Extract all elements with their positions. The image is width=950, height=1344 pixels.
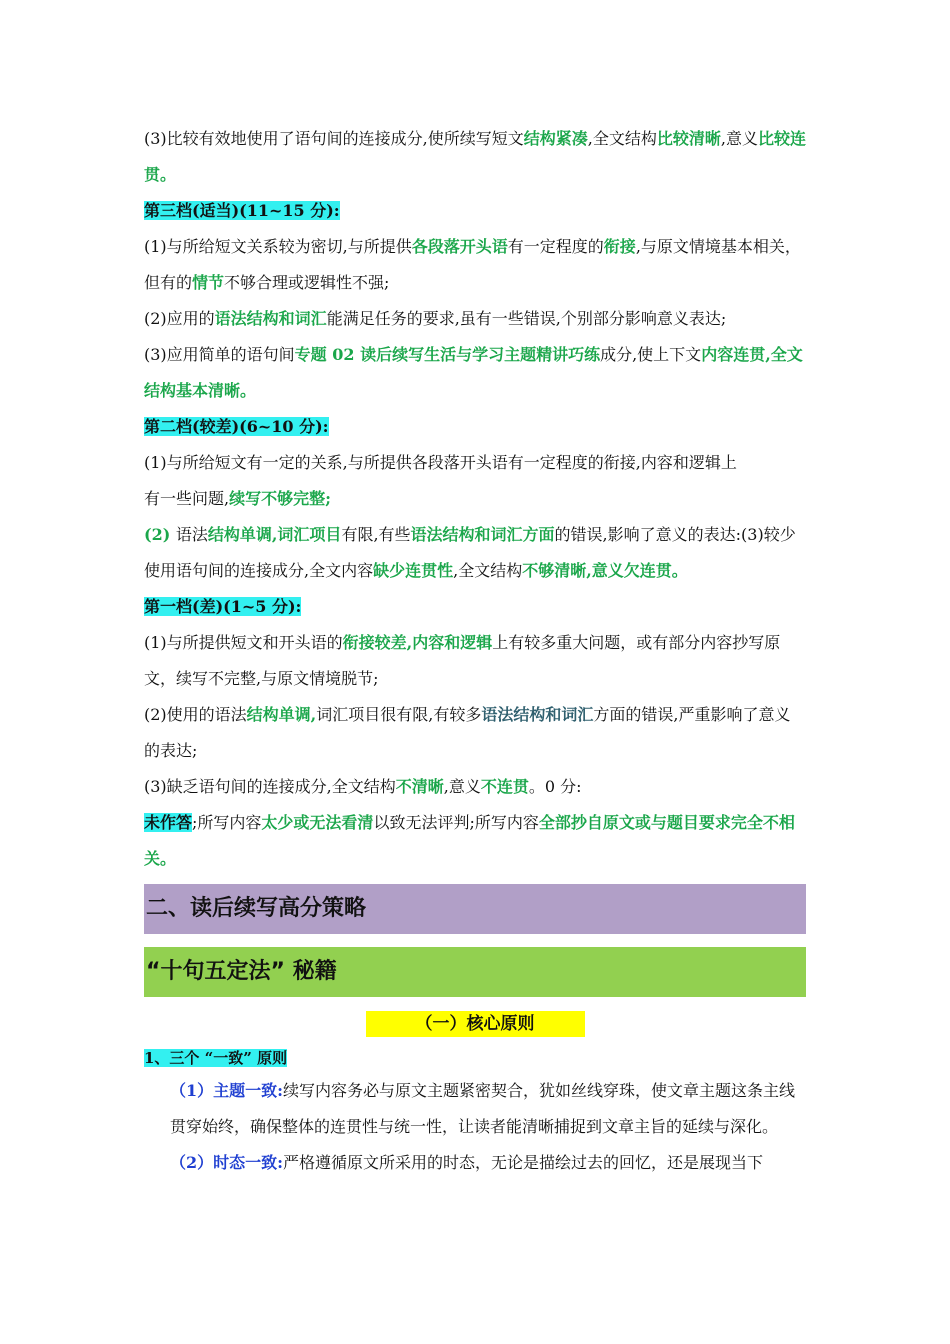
document-body — [144, 121, 806, 1181]
paragraph-zero-score: 未作答;所写内容太少或无法看清以致无法评判;所写内容全部抄自原文或与题目要求完全不相关。 — [144, 813, 795, 868]
grade3-heading: 第三档(适当)(11~15 分): — [144, 201, 340, 220]
grade2-heading: 第二档(较差)(6~10 分): — [144, 417, 329, 436]
paragraph-grade2-item2: (2) 语法结构单调,词汇项目有限,有些语法结构和词汇方面的错误,影响了意义的表达:(3)较少使用语句间的连接成分,全文内容缺少连贯性,全文结构不够清晰,意义欠连贯。 — [144, 525, 796, 580]
paragraph-grade4-item3: (3)比较有效地使用了语句间的连接成分,使所续写短文结构紧凑,全文结构比较清晰,意义比较连贯。 — [144, 129, 806, 184]
three-consistency-heading: 1、三个 “一致” 原则 — [144, 1049, 288, 1067]
paragraph-grade2-item1-line2: 有一些问题,续写不够完整; — [144, 489, 332, 508]
paragraph-grade2-item1-line1: (1)与所给短文有一定的关系,与所提供各段落开头语有一定程度的衔接,内容和逻辑上 — [144, 453, 737, 472]
core-principles-heading: （一）核心原则 — [144, 1011, 806, 1037]
principle-theme-consistency: （1）主题一致:续写内容务必与原文主题紧密契合，犹如丝线穿珠，使文章主题这条主线贯穿始终，确保整体的连贯性与统一性，让读者能清晰捕捉到文章主旨的延续与深化。 — [170, 1081, 796, 1136]
paragraph-grade3-item2: (2)应用的语法结构和词汇能满足任务的要求,虽有一些错误,个别部分影响意义表达; — [144, 309, 727, 328]
paragraph-grade3-item1: (1)与所给短文关系较为密切,与所提供各段落开头语有一定程度的衔接,与原文情境基本相关，但有的情节不够合理或逻辑性不强; — [144, 237, 801, 292]
principle-tense-consistency: （2）时态一致:严格遵循原文所采用的时态，无论是描绘过去的回忆，还是展现当下 — [170, 1153, 764, 1172]
paragraph-grade1-item3: (3)缺乏语句间的连接成分,全文结构不清晰,意义不连贯。0 分: — [144, 777, 582, 796]
paragraph-grade3-item3: (3)应用简单的语句间专题 02 读后续写生活与学习主题精讲巧练成分,使上下文内容连贯,全文结构基本清晰。 — [144, 345, 803, 400]
grade1-heading: 第一档(差)(1~5 分): — [144, 597, 302, 616]
paragraph-grade1-item1: (1)与所提供短文和开头语的衔接较差,内容和逻辑上有较多重大问题，或有部分内容抄写原文，续写不完整,与原文情境脱节; — [144, 633, 781, 688]
paragraph-grade1-item2: (2)使用的语法结构单调,词汇项目很有限,有较多语法结构和词汇方面的错误,严重影响了意义的表达; — [144, 705, 791, 760]
secret-banner: “十句五定法” 秘籍 — [144, 947, 806, 997]
section2-banner: 二、读后续写高分策略 — [144, 884, 806, 934]
